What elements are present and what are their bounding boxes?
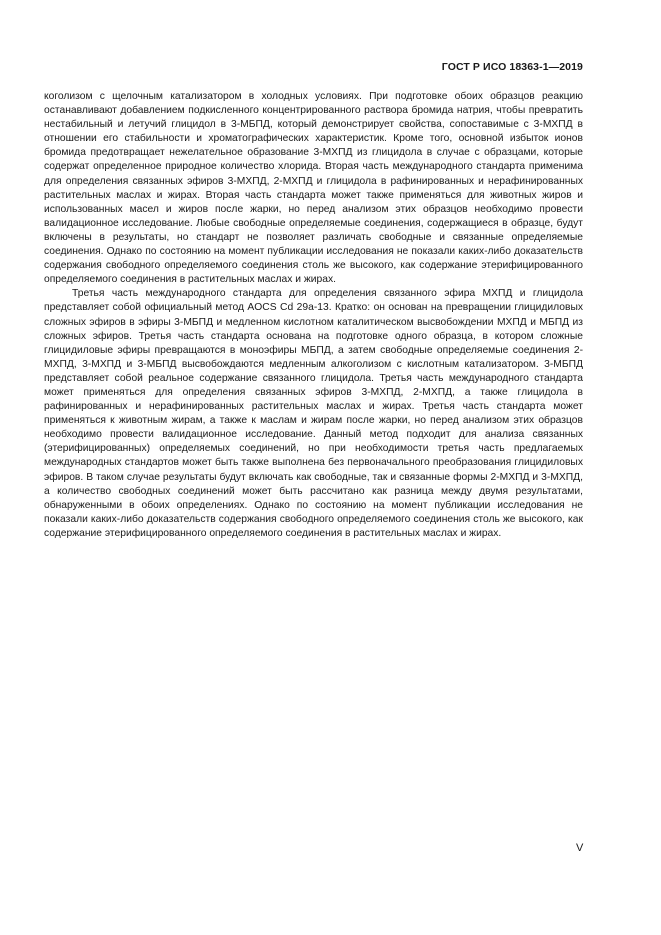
paragraph-third-part: Третья часть международного стандарта для определения связанного эфира МХПД и глицидола представляет собой официальный метод AOCS Cd 29a-13. Кратко: он основан на превращении глицидиловых сложных эфиров в эфиры 3-МБПД и медленном кислотном каталитическом высвобождении МХПД и МБПД из сложных эфиров. Третья часть стандарта основана на подготовке одного образца, в котором сложные глицидиловые эфиры превращаются в моноэфиры МБПД, а затем свободные определяемые соединения 2-МХПД, 3-МХПД и 3-МБПД высвобождаются медленным алкоголизом с кислотным катализатором. 3-МБПД представляет собой реальное содержание связанного глицидола. Третья часть международного стандарта может применяться для определения связанных эфиров 3-МХПД, 2-МХПД, а также глицидола в рафинированных и нерафинированных растительных маслах и жирах. Третья часть стандарта может применяться к животным жирам, а также к маслам и жирам после жарки, но перед анализом этих образцов необходимо провести валидационное исследование. Данный метод подходит для анализа связанных (этерифицированных) определяемых соединений, но при необходимости третья часть предлагаемых международных стандартов может быть также выполнена без первоначального преобразования глицидиловых эфиров. В таком случае результаты будут включать как свободные, так и связанные формы 2-МХПД и 3-МХПД, а количество свободных соединений может быть рассчитано как разница между двумя результатами, обнаруженными в обоих определениях. Однако по состоянию на момент публикации исследования не показали каких-либо доказательств содержания свободного определяемого соединения столь же высокого, как содержание этерифицированного определяемого соединения в растительных маслах и жирах. (44, 288, 583, 539)
document-standard-header: ГОСТ Р ИСО 18363-1—2019 (441, 61, 583, 73)
paragraph-continuation: коголизом с щелочным катализатором в холодных условиях. При подготовке обоих образцов реакцию останавливают добавлением подкисленного концентрированного раствора бромида натрия, чтобы превратить нестабильный и летучий глицидол в 3-МБПД, который демонстрирует свойства, сопоставимые с 3-МХПД в отношении его стабильности и хроматографических характеристик. Кроме того, основной избыток ионов бромида предотвращает нежелательное образование 3-МХПД из глицидола в случае с образцами, которые содержат определенное природное количество хлорида. Вторая часть международного стандарта применима для определения связанных эфиров 3-МХПД, 2-МХПД и глицидола в рафинированных и нерафинированных растительных маслах и жирах. Вторая часть стандарта может также применяться для животных жиров и использованных масел и жиров после жарки, но перед анализом этих образцов необходимо провести валидационное исследование. Любые свободные определяемые соединения, содержащиеся в образце, будут включены в результаты, но стандарт не позволяет различать свободные и связанные определяемые соединения. Однако по состоянию на момент публикации исследования не показали каких-либо доказательств содержания свободного определяемого соединения столь же высокого, как содержание этерифицированного определяемого соединения в растительных маслах и жирах. (44, 91, 583, 286)
page-number: V (576, 842, 584, 854)
document-body (44, 90, 583, 541)
